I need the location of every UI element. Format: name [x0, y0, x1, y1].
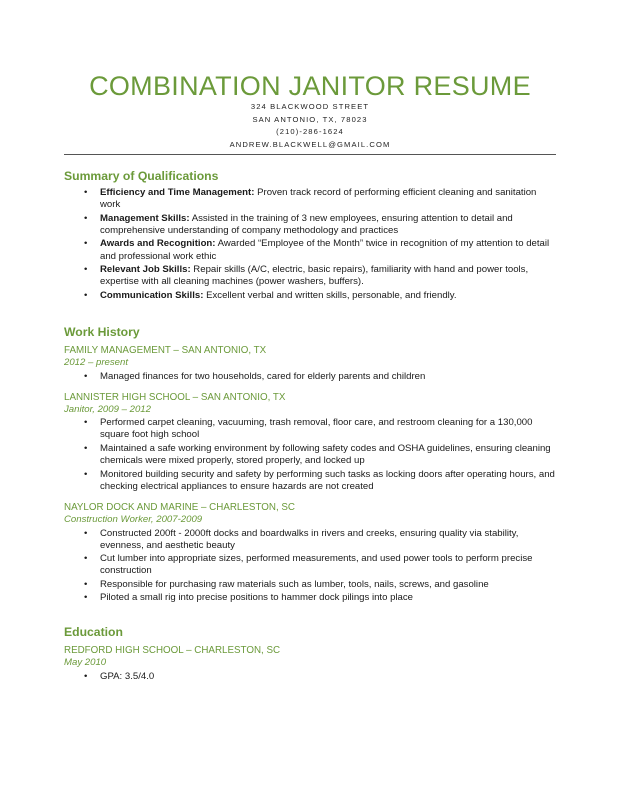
summary-text: Awarded “Employee of the Month” twice in recognition of my attention to detail and professional work ethic [100, 238, 550, 262]
resume-header [0, 0, 620, 151]
summary-item [64, 213, 556, 237]
bullet-icon: • [84, 187, 88, 198]
job-bullet [64, 417, 556, 441]
bullet-icon: • [84, 212, 88, 224]
job-bullet [64, 443, 556, 467]
job-bullet [64, 371, 556, 383]
phone-line: (210)-286-1624 [276, 127, 344, 136]
address-line: 324 BLACKWOOD STREET [250, 102, 370, 111]
job-bullet [64, 528, 556, 552]
job-bullets [64, 417, 556, 493]
summary-item [64, 290, 556, 302]
summary-label: Management Skills: [100, 212, 190, 224]
bullet-icon: • [84, 578, 88, 590]
bullet-icon: • [84, 417, 88, 429]
work-heading: Work History [64, 325, 140, 339]
bullet-icon: • [84, 238, 88, 250]
job-company: LANNISTER HIGH SCHOOL – SAN ANTONIO, TX [64, 391, 286, 403]
job-company: FAMILY MANAGEMENT – SAN ANTONIO, TX [64, 345, 267, 356]
job-bullet-text: Responsible for purchasing raw materials such as lumber, tools, nails, screws, and gasoline [100, 578, 489, 590]
bullet-icon: • [84, 592, 88, 604]
job-bullet-text: Cut lumber into appropriate sizes, performed measurements, and used power tools to perform precise construction [100, 553, 533, 577]
bullet-icon: • [84, 442, 88, 454]
job-bullet-text: Performed carpet cleaning, vacuuming, trash removal, floor care, and restroom cleaning for a 130,000 square foot high school [100, 417, 533, 441]
summary-label: Relevant Job Skills: [100, 264, 191, 276]
resume-title: COMBINATION JANITOR RESUME [89, 71, 531, 101]
bullet-icon: • [84, 264, 88, 276]
job-bullet [64, 553, 556, 577]
job-bullet [64, 469, 556, 493]
gpa-text: GPA: 3.5/4.0 [100, 670, 155, 682]
education-section [64, 624, 556, 684]
summary-heading: Summary of Qualifications [64, 169, 219, 183]
summary-item [64, 187, 556, 211]
summary-label: Awards and Recognition: [100, 238, 216, 250]
bullet-icon: • [84, 553, 88, 565]
header-divider [64, 154, 556, 155]
job-bullet-text: Managed finances for two households, cared for elderly parents and children [100, 370, 426, 382]
summary-text: Repair skills (A/C, electric, basic repairs), familiarity with hand and power tools, expertise with all cleaning machines (power washers, buffers). [100, 264, 529, 288]
job-bullet-text: Monitored building security and safety by performing such tasks as locking doors after operating hours, and checking electrical appliances to ensure hazards are not created [100, 468, 555, 492]
bullet-icon: • [84, 527, 88, 539]
job-bullets [64, 528, 556, 605]
job-role: 2012 – present [64, 357, 129, 368]
city-line: SAN ANTONIO, TX, 78023 [252, 114, 368, 124]
summary-item [64, 264, 556, 288]
school-date: May 2010 [64, 657, 107, 668]
email-line: ANDREW.BLACKWELL@GMAIL.COM [229, 139, 391, 149]
job-bullet-text: Piloted a small rig into precise positions to hammer dock pilings into place [100, 592, 414, 604]
job-bullet [64, 592, 556, 604]
education-heading: Education [64, 625, 123, 639]
summary-label: Efficiency and Time Management: [100, 187, 255, 198]
work-section [64, 324, 556, 606]
school-name: REDFORD HIGH SCHOOL – CHARLESTON, SC [64, 645, 281, 656]
bullet-icon: • [84, 468, 88, 480]
summary-list [64, 187, 556, 302]
bullet-icon: • [84, 370, 88, 382]
job-bullets [64, 371, 556, 383]
summary-text: Proven track record of performing efficient cleaning and sanitation work [100, 187, 537, 211]
education-bullets [64, 671, 556, 683]
summary-text: Excellent verbal and written skills, personable, and friendly. [203, 289, 457, 301]
summary-text: Assisted in the training of 3 new employees, ensuring attention to detail and comprehensive understanding of company methodology and practices [100, 212, 513, 236]
summary-section [64, 168, 556, 303]
education-bullet [64, 671, 556, 683]
bullet-icon: • [84, 289, 88, 301]
job-role: Construction Worker, 2007-2009 [64, 514, 203, 526]
job-company: NAYLOR DOCK AND MARINE – CHARLESTON, SC [64, 502, 296, 514]
summary-label: Communication Skills: [100, 289, 204, 301]
job-bullet-text: Maintained a safe working environment by following safety codes and OSHA guidelines, ensuring cleaning chemicals were mixed properly, stored properly, and locked up [100, 442, 551, 467]
job-bullet [64, 579, 556, 591]
job-bullet-text: Constructed 200ft - 2000ft docks and boardwalks in rivers and creeks, ensuring quality via stability, evenness, and aesthetic beauty [100, 527, 519, 551]
bullet-icon: • [84, 670, 88, 682]
job-role: Janitor, 2009 – 2012 [64, 403, 151, 415]
summary-item [64, 238, 556, 262]
